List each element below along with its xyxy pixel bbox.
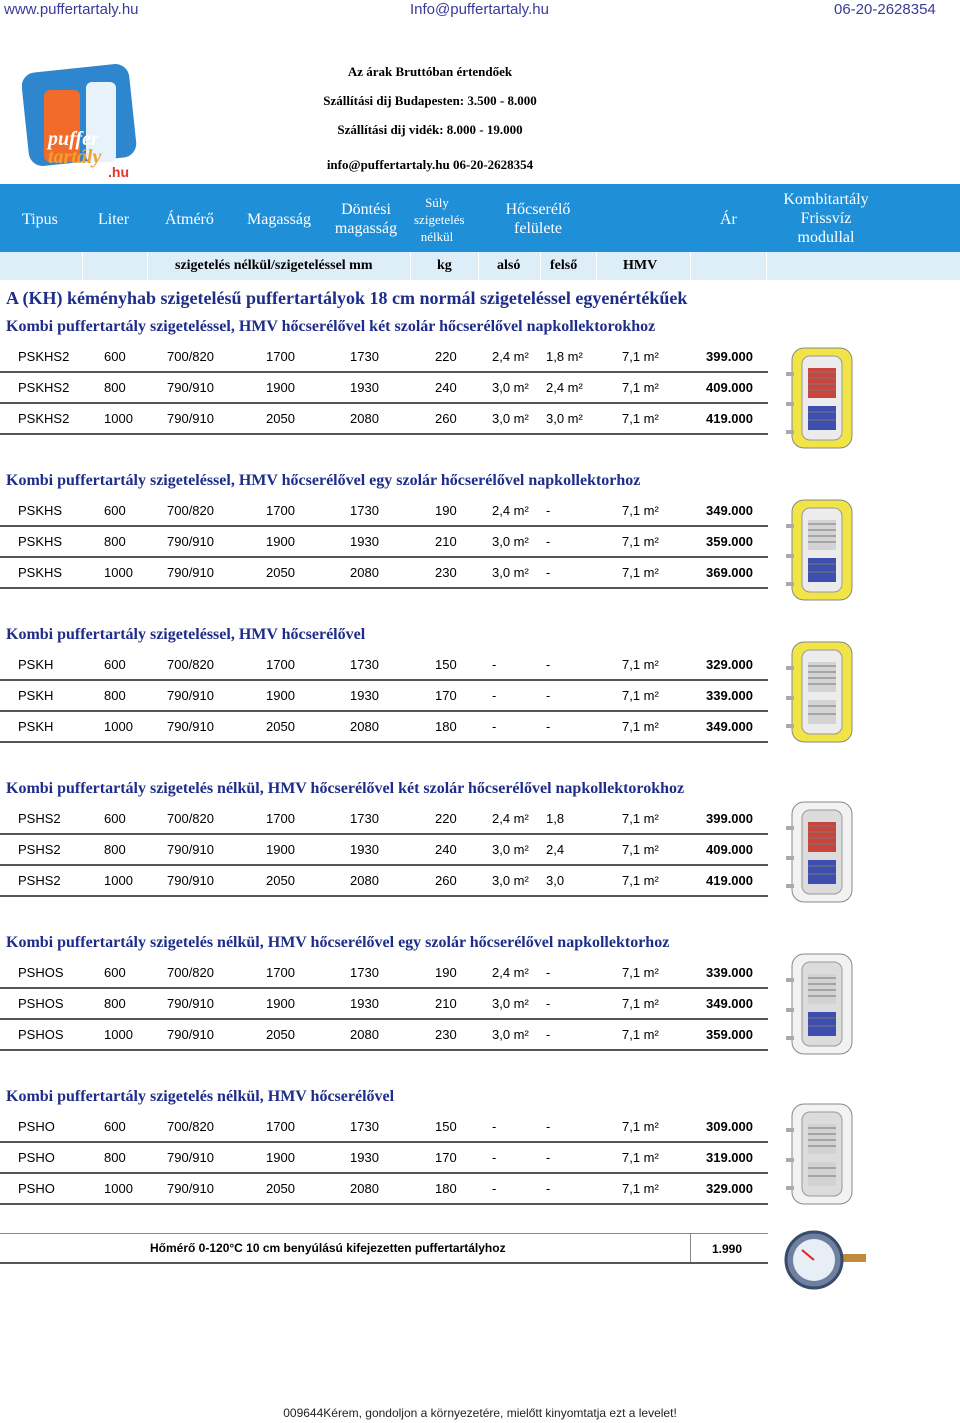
row-divider bbox=[0, 587, 768, 589]
cell-price: 359.000 bbox=[706, 1027, 753, 1042]
cell-also: - bbox=[492, 1181, 497, 1196]
cell-also: - bbox=[492, 688, 497, 703]
cell-dontesi: 1730 bbox=[350, 503, 379, 518]
cell-felso: 2,4 bbox=[546, 842, 565, 857]
cell-price: 409.000 bbox=[706, 842, 753, 857]
table-row bbox=[0, 373, 768, 403]
cell-hmv: 7,1 m² bbox=[622, 411, 659, 426]
cell-also: 3,0 m² bbox=[492, 842, 529, 857]
cell-price: 339.000 bbox=[706, 965, 753, 980]
cell-felso: - bbox=[546, 688, 551, 703]
cell-felso: - bbox=[546, 503, 551, 518]
cell-tipus: PSKH bbox=[18, 719, 54, 734]
cell-liter: 1000 bbox=[104, 719, 133, 734]
info-shipping-countryside: Szállítási dij vidék: 8.000 - 19.000 bbox=[337, 122, 523, 137]
cell-liter: 800 bbox=[104, 996, 126, 1011]
cell-felso: - bbox=[546, 534, 551, 549]
cell-felso: - bbox=[546, 565, 551, 580]
cell-atmero: 700/820 bbox=[167, 965, 214, 980]
cell-atmero: 790/910 bbox=[167, 411, 214, 426]
cell-also: 3,0 m² bbox=[492, 565, 529, 580]
table-row bbox=[0, 527, 768, 557]
table-row bbox=[0, 712, 768, 742]
cell-tipus: PSKHS2 bbox=[18, 411, 70, 426]
cell-liter: 600 bbox=[104, 965, 126, 980]
cell-liter: 600 bbox=[104, 811, 126, 826]
cell-magassag: 2050 bbox=[266, 873, 295, 888]
cell-hmv: 7,1 m² bbox=[622, 380, 659, 395]
cell-also: 2,4 m² bbox=[492, 965, 529, 980]
cell-suly: 150 bbox=[435, 657, 457, 672]
cell-dontesi: 1730 bbox=[350, 811, 379, 826]
cell-tipus: PSKHS2 bbox=[18, 349, 70, 364]
cell-liter: 600 bbox=[104, 349, 126, 364]
logo-text-puffer: puffer bbox=[48, 128, 99, 150]
cell-felso: - bbox=[546, 965, 551, 980]
cell-hmv: 7,1 m² bbox=[622, 996, 659, 1011]
cell-magassag: 1700 bbox=[266, 965, 295, 980]
cell-dontesi: 1930 bbox=[350, 996, 379, 1011]
cell-suly: 150 bbox=[435, 1119, 457, 1134]
cell-price: 329.000 bbox=[706, 657, 753, 672]
cell-felso: 2,4 m² bbox=[546, 380, 583, 395]
col-magassag: Magasság bbox=[247, 211, 311, 228]
subheader-hmv: HMV bbox=[623, 258, 658, 273]
cell-liter: 800 bbox=[104, 1150, 126, 1165]
cell-dontesi: 1730 bbox=[350, 349, 379, 364]
cell-magassag: 1900 bbox=[266, 1150, 295, 1165]
cell-atmero: 790/910 bbox=[167, 534, 214, 549]
cell-liter: 1000 bbox=[104, 565, 133, 580]
cell-dontesi: 1730 bbox=[350, 1119, 379, 1134]
phone-number: 06-20-2628354 bbox=[834, 1, 936, 18]
row-divider bbox=[0, 1049, 768, 1051]
cell-dontesi: 2080 bbox=[350, 873, 379, 888]
cell-hmv: 7,1 m² bbox=[622, 719, 659, 734]
section-title: Kombi puffertartály szigeteléssel, HMV hőcserélővel két szolár hőcserélővel napkollektorokhoz bbox=[6, 318, 656, 335]
col-suly bbox=[414, 194, 465, 245]
cell-dontesi: 2080 bbox=[350, 1027, 379, 1042]
thermo-bottom-line bbox=[0, 1262, 768, 1264]
cell-liter: 800 bbox=[104, 380, 126, 395]
cell-suly: 170 bbox=[435, 688, 457, 703]
cell-also: - bbox=[492, 1119, 497, 1134]
col-dontesi bbox=[334, 200, 398, 238]
col-dontesi-line2: magasság bbox=[334, 220, 398, 237]
cell-tipus: PSKHS bbox=[18, 503, 63, 518]
table-row bbox=[0, 835, 768, 865]
cell-also: 3,0 m² bbox=[492, 411, 529, 426]
subheader-divider bbox=[82, 252, 83, 280]
thermometer-label: Hőmérő 0-120°C 10 cm benyúlású kifejezetten puffertartályhoz bbox=[150, 1241, 506, 1255]
cell-hmv: 7,1 m² bbox=[622, 503, 659, 518]
cell-felso: 1,8 bbox=[546, 811, 565, 826]
cell-suly: 180 bbox=[435, 719, 457, 734]
cell-hmv: 7,1 m² bbox=[622, 657, 659, 672]
subheader-divider bbox=[147, 252, 148, 280]
cell-dontesi: 1930 bbox=[350, 380, 379, 395]
cell-atmero: 790/910 bbox=[167, 842, 214, 857]
cell-atmero: 790/910 bbox=[167, 1027, 214, 1042]
table-row bbox=[0, 342, 768, 372]
table-row bbox=[0, 989, 768, 1019]
cell-also: - bbox=[492, 1150, 497, 1165]
cell-also: 3,0 m² bbox=[492, 996, 529, 1011]
cell-tipus: PSKHS bbox=[18, 565, 63, 580]
cell-atmero: 790/910 bbox=[167, 873, 214, 888]
table-row bbox=[0, 1174, 768, 1204]
cell-felso: - bbox=[546, 657, 551, 672]
table-subheader bbox=[0, 252, 960, 280]
cell-felso: 3,0 m² bbox=[546, 411, 583, 426]
thermo-top-line bbox=[0, 1233, 768, 1234]
cell-liter: 1000 bbox=[104, 1181, 133, 1196]
col-suly-line1: Súly bbox=[425, 195, 449, 210]
cell-dontesi: 1930 bbox=[350, 534, 379, 549]
cell-also: 2,4 m² bbox=[492, 349, 529, 364]
cell-price: 409.000 bbox=[706, 380, 753, 395]
cell-tipus: PSHO bbox=[18, 1119, 55, 1134]
cell-felso: - bbox=[546, 1181, 551, 1196]
cell-dontesi: 1930 bbox=[350, 1150, 379, 1165]
col-kombi-line3: modullal bbox=[797, 229, 855, 246]
cell-felso: 1,8 m² bbox=[546, 349, 583, 364]
top-bar bbox=[0, 0, 960, 22]
cell-dontesi: 1930 bbox=[350, 842, 379, 857]
cell-magassag: 2050 bbox=[266, 411, 295, 426]
cell-dontesi: 1930 bbox=[350, 688, 379, 703]
tank-image bbox=[786, 796, 858, 913]
cell-price: 349.000 bbox=[706, 719, 753, 734]
col-suly-line2: szigetelés bbox=[414, 212, 465, 227]
thermometer-row bbox=[0, 1233, 768, 1263]
cell-also: 3,0 m² bbox=[492, 873, 529, 888]
col-kombi-line2: Frissvíz bbox=[800, 210, 852, 227]
cell-price: 339.000 bbox=[706, 688, 753, 703]
cell-hmv: 7,1 m² bbox=[622, 811, 659, 826]
cell-also: 2,4 m² bbox=[492, 811, 529, 826]
cell-tipus: PSKH bbox=[18, 688, 54, 703]
tank-image bbox=[786, 494, 858, 611]
col-dontesi-line1: Döntési bbox=[341, 201, 391, 218]
cell-suly: 260 bbox=[435, 873, 457, 888]
cell-atmero: 790/910 bbox=[167, 1181, 214, 1196]
footer-note: 009644Kérem, gondoljon a környezetére, mielőtt kinyomtatja ezt a levelet! bbox=[283, 1406, 677, 1420]
cell-felso: - bbox=[546, 1027, 551, 1042]
cell-price: 399.000 bbox=[706, 811, 753, 826]
cell-magassag: 1700 bbox=[266, 657, 295, 672]
cell-magassag: 1900 bbox=[266, 688, 295, 703]
website-link[interactable]: www.puffertartaly.hu bbox=[4, 1, 139, 18]
cell-magassag: 2050 bbox=[266, 565, 295, 580]
cell-hmv: 7,1 m² bbox=[622, 534, 659, 549]
cell-felso: - bbox=[546, 996, 551, 1011]
table-row bbox=[0, 681, 768, 711]
cell-suly: 210 bbox=[435, 534, 457, 549]
cell-atmero: 790/910 bbox=[167, 565, 214, 580]
cell-magassag: 1900 bbox=[266, 534, 295, 549]
thermometer-image bbox=[782, 1228, 866, 1292]
cell-tipus: PSHOS bbox=[18, 1027, 64, 1042]
table-row bbox=[0, 1112, 768, 1142]
cell-tipus: PSHS2 bbox=[18, 811, 61, 826]
cell-suly: 170 bbox=[435, 1150, 457, 1165]
cell-atmero: 790/910 bbox=[167, 1150, 214, 1165]
table-row bbox=[0, 496, 768, 526]
section-title: Kombi puffertartály szigetelés nélkül, HMV hőcserélővel bbox=[6, 1088, 395, 1105]
cell-felso: - bbox=[546, 1150, 551, 1165]
cell-magassag: 2050 bbox=[266, 1181, 295, 1196]
subheader-felso: felső bbox=[550, 258, 578, 273]
cell-price: 309.000 bbox=[706, 1119, 753, 1134]
row-divider bbox=[0, 1203, 768, 1205]
col-hocserelo bbox=[500, 200, 576, 238]
subheader-divider bbox=[478, 252, 479, 280]
col-kombi-line1: Kombitartály bbox=[783, 191, 869, 208]
cell-dontesi: 2080 bbox=[350, 411, 379, 426]
table-row bbox=[0, 1143, 768, 1173]
table-row bbox=[0, 404, 768, 434]
cell-tipus: PSHOS bbox=[18, 965, 64, 980]
table-row bbox=[0, 866, 768, 896]
col-liter: Liter bbox=[98, 211, 130, 228]
col-suly-line3: nélkül bbox=[420, 229, 454, 244]
cell-dontesi: 1730 bbox=[350, 657, 379, 672]
cell-hmv: 7,1 m² bbox=[622, 565, 659, 580]
cell-also: - bbox=[492, 657, 497, 672]
cell-felso: - bbox=[546, 719, 551, 734]
cell-liter: 600 bbox=[104, 1119, 126, 1134]
cell-magassag: 1700 bbox=[266, 811, 295, 826]
cell-tipus: PSHS2 bbox=[18, 842, 61, 857]
cell-tipus: PSHO bbox=[18, 1150, 55, 1165]
cell-magassag: 1900 bbox=[266, 842, 295, 857]
cell-liter: 800 bbox=[104, 842, 126, 857]
cell-atmero: 700/820 bbox=[167, 811, 214, 826]
cell-atmero: 700/820 bbox=[167, 503, 214, 518]
logo-text-hu: .hu bbox=[108, 164, 129, 180]
cell-hmv: 7,1 m² bbox=[622, 965, 659, 980]
cell-magassag: 1700 bbox=[266, 349, 295, 364]
cell-felso: 3,0 bbox=[546, 873, 565, 888]
cell-tipus: PSHO bbox=[18, 1181, 55, 1196]
cell-price: 419.000 bbox=[706, 411, 753, 426]
cell-liter: 1000 bbox=[104, 411, 133, 426]
cell-dontesi: 2080 bbox=[350, 565, 379, 580]
cell-suly: 220 bbox=[435, 349, 457, 364]
section-title: Kombi puffertartály szigetelés nélkül, HMV hőcserélővel két szolár hőcserélővel napkollektorokhoz bbox=[6, 780, 685, 797]
cell-suly: 230 bbox=[435, 565, 457, 580]
cell-price: 369.000 bbox=[706, 565, 753, 580]
tank-image bbox=[786, 342, 858, 459]
main-title: A (KH) kéményhab szigetelésű puffertartályok 18 cm normál szigeteléssel egyenértékűek bbox=[6, 288, 688, 308]
row-divider bbox=[0, 433, 768, 435]
cell-atmero: 700/820 bbox=[167, 1119, 214, 1134]
col-hocserelo-line2: felülete bbox=[514, 220, 562, 237]
cell-tipus: PSKHS2 bbox=[18, 380, 70, 395]
cell-hmv: 7,1 m² bbox=[622, 1027, 659, 1042]
cell-magassag: 2050 bbox=[266, 719, 295, 734]
cell-also: 3,0 m² bbox=[492, 380, 529, 395]
subheader-divider bbox=[690, 252, 691, 280]
subheader-divider bbox=[596, 252, 597, 280]
tank-image bbox=[786, 636, 858, 753]
subheader-mm: szigetelés nélkül/szigeteléssel mm bbox=[175, 258, 373, 273]
cell-dontesi: 2080 bbox=[350, 1181, 379, 1196]
cell-tipus: PSHS2 bbox=[18, 873, 61, 888]
tank-image bbox=[786, 1098, 858, 1215]
cell-dontesi: 2080 bbox=[350, 719, 379, 734]
cell-hmv: 7,1 m² bbox=[622, 349, 659, 364]
cell-liter: 600 bbox=[104, 503, 126, 518]
section-title: Kombi puffertartály szigeteléssel, HMV hőcserélővel egy szolár hőcserélővel napkollektorhoz bbox=[6, 472, 641, 489]
email-link[interactable]: Info@puffertartaly.hu bbox=[410, 1, 549, 18]
cell-liter: 800 bbox=[104, 688, 126, 703]
row-divider bbox=[0, 741, 768, 743]
cell-liter: 1000 bbox=[104, 1027, 133, 1042]
cell-price: 399.000 bbox=[706, 349, 753, 364]
col-hocserelo-line1: Hőcserélő bbox=[505, 201, 571, 218]
cell-hmv: 7,1 m² bbox=[622, 842, 659, 857]
col-ar: Ár bbox=[720, 211, 737, 228]
cell-atmero: 790/910 bbox=[167, 688, 214, 703]
cell-felso: - bbox=[546, 1119, 551, 1134]
subheader-also: alsó bbox=[497, 258, 521, 273]
cell-magassag: 1700 bbox=[266, 503, 295, 518]
cell-also: 2,4 m² bbox=[492, 503, 529, 518]
col-atmero: Átmérő bbox=[165, 211, 214, 228]
cell-tipus: PSKH bbox=[18, 657, 54, 672]
table-row bbox=[0, 650, 768, 680]
cell-atmero: 790/910 bbox=[167, 719, 214, 734]
subheader-divider bbox=[766, 252, 767, 280]
table-row bbox=[0, 958, 768, 988]
cell-suly: 240 bbox=[435, 380, 457, 395]
cell-also: - bbox=[492, 719, 497, 734]
cell-also: 3,0 m² bbox=[492, 1027, 529, 1042]
cell-price: 349.000 bbox=[706, 996, 753, 1011]
cell-magassag: 1700 bbox=[266, 1119, 295, 1134]
subheader-kg: kg bbox=[437, 258, 452, 273]
cell-also: 3,0 m² bbox=[492, 534, 529, 549]
cell-suly: 260 bbox=[435, 411, 457, 426]
cell-hmv: 7,1 m² bbox=[622, 873, 659, 888]
cell-tipus: PSKHS bbox=[18, 534, 63, 549]
info-contact: info@puffertartaly.hu 06-20-2628354 bbox=[326, 157, 534, 172]
cell-atmero: 700/820 bbox=[167, 349, 214, 364]
cell-price: 359.000 bbox=[706, 534, 753, 549]
table-row bbox=[0, 558, 768, 588]
logo-text-tartaly: tartály bbox=[48, 146, 102, 168]
tank-image bbox=[786, 948, 858, 1065]
cell-suly: 210 bbox=[435, 996, 457, 1011]
info-shipping-budapest: Szállítási dij Budapesten: 3.500 - 8.000 bbox=[323, 93, 537, 108]
cell-atmero: 700/820 bbox=[167, 657, 214, 672]
puffertartaly-logo[interactable] bbox=[22, 60, 140, 180]
cell-suly: 190 bbox=[435, 965, 457, 980]
row-divider bbox=[0, 895, 768, 897]
section-title: Kombi puffertartály szigeteléssel, HMV hőcserélővel bbox=[6, 626, 366, 643]
section-title: Kombi puffertartály szigetelés nélkül, HMV hőcserélővel egy szolár hőcserélővel napkollektorhoz bbox=[6, 934, 670, 951]
cell-atmero: 790/910 bbox=[167, 996, 214, 1011]
cell-suly: 230 bbox=[435, 1027, 457, 1042]
cell-suly: 180 bbox=[435, 1181, 457, 1196]
cell-magassag: 1900 bbox=[266, 996, 295, 1011]
cell-magassag: 2050 bbox=[266, 1027, 295, 1042]
table-row bbox=[0, 1020, 768, 1050]
cell-price: 419.000 bbox=[706, 873, 753, 888]
cell-magassag: 1900 bbox=[266, 380, 295, 395]
cell-suly: 220 bbox=[435, 811, 457, 826]
cell-atmero: 790/910 bbox=[167, 380, 214, 395]
col-tipus: Tipus bbox=[22, 211, 58, 228]
cell-price: 319.000 bbox=[706, 1150, 753, 1165]
thermometer-price: 1.990 bbox=[712, 1242, 743, 1256]
col-kombitartaly bbox=[776, 190, 876, 247]
cell-hmv: 7,1 m² bbox=[622, 1181, 659, 1196]
cell-liter: 600 bbox=[104, 657, 126, 672]
cell-hmv: 7,1 m² bbox=[622, 688, 659, 703]
table-row bbox=[0, 804, 768, 834]
cell-price: 329.000 bbox=[706, 1181, 753, 1196]
cell-dontesi: 1730 bbox=[350, 965, 379, 980]
subheader-divider bbox=[540, 252, 541, 280]
info-prices-gross: Az árak Bruttóban értendőek bbox=[347, 64, 513, 79]
subheader-divider bbox=[410, 252, 411, 280]
cell-hmv: 7,1 m² bbox=[622, 1119, 659, 1134]
cell-liter: 1000 bbox=[104, 873, 133, 888]
thermo-divider bbox=[690, 1233, 691, 1263]
cell-hmv: 7,1 m² bbox=[622, 1150, 659, 1165]
cell-suly: 240 bbox=[435, 842, 457, 857]
cell-tipus: PSHOS bbox=[18, 996, 64, 1011]
cell-suly: 190 bbox=[435, 503, 457, 518]
cell-liter: 800 bbox=[104, 534, 126, 549]
cell-price: 349.000 bbox=[706, 503, 753, 518]
